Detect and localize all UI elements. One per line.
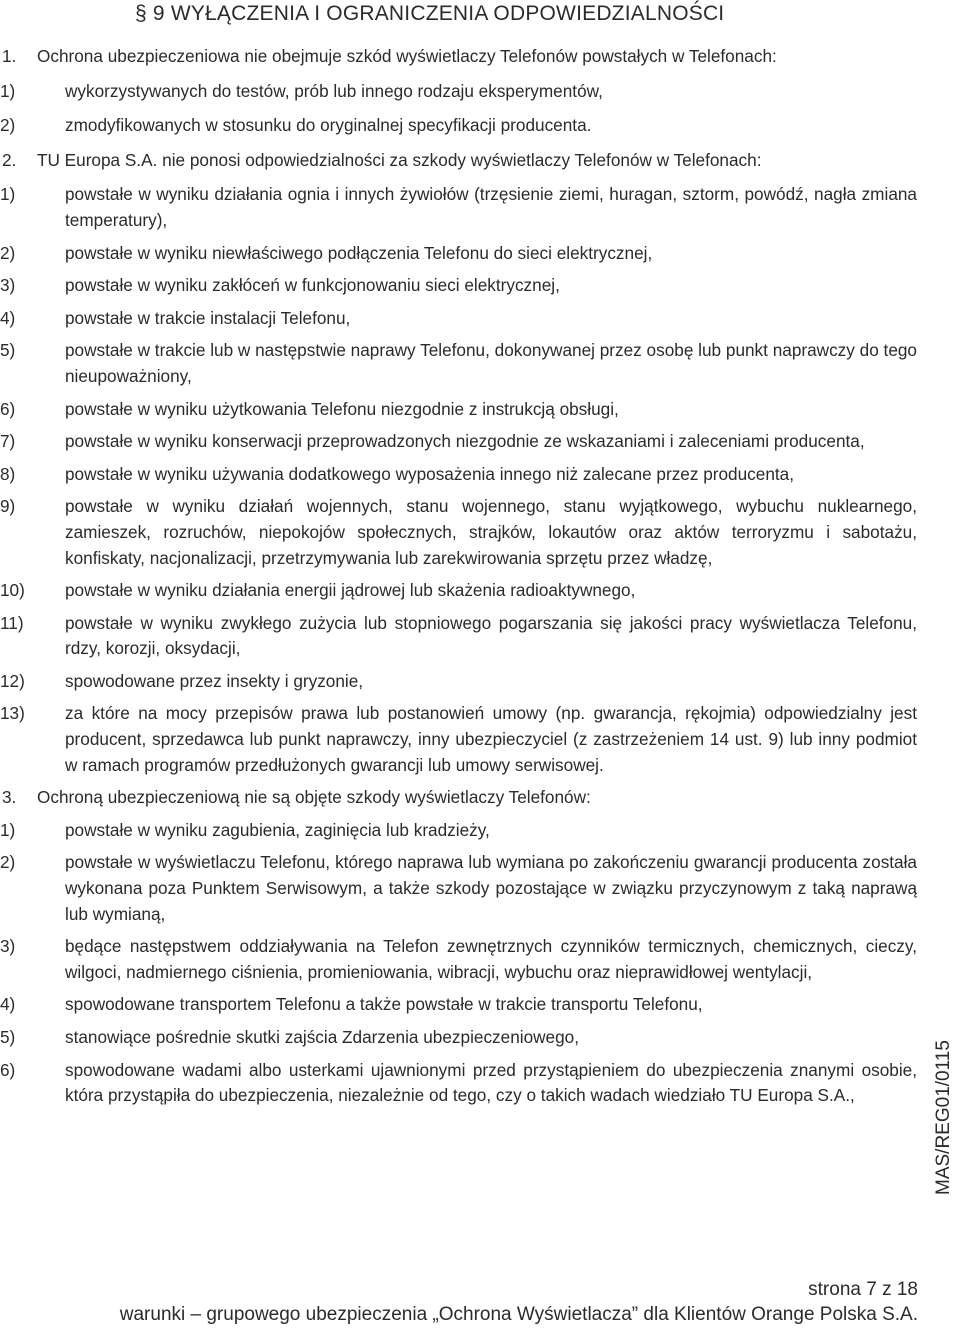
list-item <box>0 429 917 455</box>
item-number: 12) <box>0 670 25 691</box>
section-text: TU Europa S.A. nie ponosi odpowiedzialności za szkody wyświetlaczy Telefonów w Telefonach: <box>37 149 762 170</box>
item-number: 2) <box>0 242 16 263</box>
list-item <box>0 494 917 571</box>
item-text: wykorzystywanych do testów, prób lub innego rodzaju eksperymentów, <box>65 80 603 101</box>
document-body <box>0 44 960 1109</box>
document-code: MAS/REG01/0115 <box>933 1040 954 1195</box>
section-2 <box>0 148 917 174</box>
item-text: powstałe w wyniku zakłóceń w funkcjonowaniu sieci elektrycznej, <box>65 275 560 296</box>
item-text: spowodowane przez insekty i gryzonie, <box>65 670 364 691</box>
item-number: 6) <box>0 398 16 419</box>
item-number: 1) <box>0 184 16 205</box>
list-item <box>0 669 917 695</box>
list-item <box>0 934 917 985</box>
list-item <box>0 397 917 423</box>
item-text: zmodyfikowanych w stosunku do oryginalnej specyfikacji producenta. <box>65 115 592 136</box>
item-text: powstałe w wyniku użytkowania Telefonu niezgodnie z instrukcją obsługi, <box>65 398 619 419</box>
item-number: 2) <box>0 115 16 136</box>
list-item <box>0 113 917 139</box>
item-number: 5) <box>0 340 16 361</box>
item-text: powstałe w wyniku działań wojennych, stanu wojennego, stanu wyjątkowego, wybuchu nuklearnego, zamieszek, rozruchów, niepokojów społecznych, strajków, lokautów oraz aktów terroryzmu i sabotażu, konfiskaty, nacjonalizacji, przetrzymywania lub zarekwirowania sprzętu przez władzę, <box>65 496 917 568</box>
section-text: Ochroną ubezpieczeniową nie są objęte szkody wyświetlaczy Telefonów: <box>37 787 591 808</box>
list-item <box>0 1025 917 1051</box>
item-number: 8) <box>0 463 16 484</box>
item-text: powstałe w wyniku działania ognia i innych żywiołów (trzęsienie ziemi, huragan, sztorm, powódź, nagła zmiana temperatury), <box>65 184 917 230</box>
section-number: 3. <box>2 787 17 808</box>
item-number: 4) <box>0 307 16 328</box>
item-text: powstałe w wyniku używania dodatkowego wyposażenia innego niż zalecane przez producenta, <box>65 463 795 484</box>
item-number: 1) <box>0 80 16 101</box>
section-heading: § 9 WYŁĄCZENIA I OGRANICZENIA ODPOWIEDZIALNOŚCI <box>135 2 725 25</box>
item-text: będące następstwem oddziaływania na Telefon zewnętrznych czynników termicznych, chemicznych, cieczy, wilgoci, nadmiernego ciśnienia, promieniowania, wibracji, wybuchu oraz nieprawidłowej wentylacji, <box>65 936 917 982</box>
list-item <box>0 273 917 299</box>
list-item <box>0 241 917 267</box>
item-number: 1) <box>0 819 16 840</box>
list-item <box>0 701 917 778</box>
item-text: powstałe w wyniku konserwacji przeprowadzonych niezgodnie ze wskazaniami i zaleceniami producenta, <box>65 431 865 452</box>
item-text: powstałe w wyniku działania energii jądrowej lub skażenia radioaktywnego, <box>65 580 636 601</box>
list-item <box>0 611 917 662</box>
item-number: 2) <box>0 852 16 873</box>
list-item <box>0 850 917 927</box>
item-text: spowodowane transportem Telefonu a także powstałe w trakcie transportu Telefonu, <box>65 994 703 1015</box>
item-text: stanowiące pośrednie skutki zajścia Zdarzenia ubezpieczeniowego, <box>65 1027 580 1047</box>
item-number: 10) <box>0 580 25 601</box>
item-number: 9) <box>0 496 16 517</box>
list-item <box>0 1058 917 1109</box>
item-number: 5) <box>0 1027 16 1047</box>
item-number: 3) <box>0 936 16 957</box>
item-text: powstałe w wyniku zagubienia, zaginięcia lub kradzieży, <box>65 819 490 840</box>
list-item <box>0 182 917 233</box>
item-number: 4) <box>0 994 16 1015</box>
item-number: 3) <box>0 275 16 296</box>
section-text: Ochrona ubezpieczeniowa nie obejmuje szkód wyświetlaczy Telefonów powstałych w Telefonach: <box>37 46 777 66</box>
section-1 <box>0 44 917 70</box>
item-text: za które na mocy przepisów prawa lub postanowień umowy (np. gwarancja, rękojmia) odpowiedzialny jest producent, sprzedawca lub punkt naprawczy, inny ubezpieczyciel (z zastrzeżeniem 14 ust. 9) lub inny podmiot w ramach programów przedłużonych gwarancji lub umowy serwisowej. <box>65 703 917 775</box>
page-footer: warunki – grupowego ubezpieczenia „Ochrona Wyświetlacza” dla Klientów Orange Polska S.A. <box>119 1304 918 1325</box>
item-number: 13) <box>0 703 25 724</box>
list-item <box>0 578 917 604</box>
item-text: powstałe w trakcie instalacji Telefonu, <box>65 307 351 328</box>
item-text: powstałe w wyniku zwykłego zużycia lub stopniowego pogarszania się jakości pracy wyświetlacza Telefonu, rdzy, korozji, oksydacji, <box>65 612 917 659</box>
item-number: 7) <box>0 431 16 452</box>
page-number: strona 7 z 18 <box>808 1279 918 1300</box>
item-number: 6) <box>0 1059 16 1080</box>
section-number: 2. <box>2 149 17 170</box>
item-text: powstałe w wyniku niewłaściwego podłączenia Telefonu do sieci elektrycznej, <box>65 242 653 263</box>
section-number: 1. <box>2 46 17 66</box>
item-number: 11) <box>0 612 24 633</box>
item-text: powstałe w wyświetlaczu Telefonu, którego naprawa lub wymiana po zakończeniu gwarancji producenta została wykonana poza Punktem Serwisowym, a także szkody pozostające w związku przyczynowym z taką naprawą lub wymianą, <box>65 852 917 924</box>
item-text: powstałe w trakcie lub w następstwie naprawy Telefonu, dokonywanej przez osobę lub punkt naprawczy do tego nieupoważniony, <box>65 340 917 386</box>
section-3 <box>0 785 917 811</box>
list-item <box>0 79 917 105</box>
list-item <box>0 338 917 389</box>
item-text: spowodowane wadami albo usterkami ujawnionymi przed przystąpieniem do ubezpieczenia znanymi osobie, która przystąpiła do ubezpieczenia, niezależnie od tego, czy o takich wadach wiedziało TU Europa S.A., <box>65 1059 917 1106</box>
list-item <box>0 306 917 332</box>
list-item <box>0 462 917 488</box>
list-item <box>0 818 917 844</box>
list-item <box>0 992 917 1018</box>
